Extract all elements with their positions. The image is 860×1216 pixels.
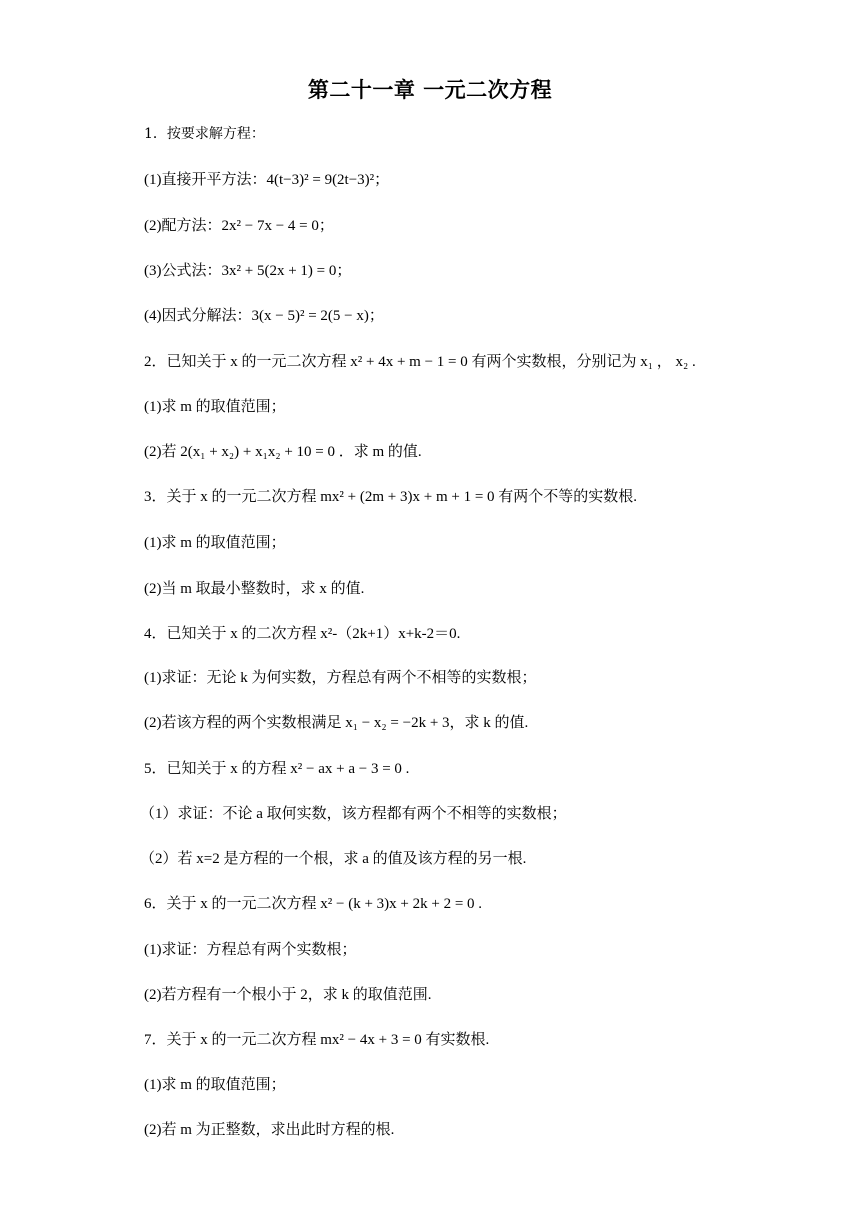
problem-6-part-1: (1)求证：方程总有两个实数根；	[144, 942, 357, 958]
problem-1-part-3: (3)公式法：3x² + 5(2x + 1) = 0；	[144, 263, 352, 279]
problem-1-part-2: (2)配方法：2x² − 7x − 4 = 0；	[144, 218, 334, 234]
problem-3-stem: 3．关于 x 的一元二次方程 mx² + (2m + 3)x + m + 1 = 0 有两个不等的实数根.	[144, 489, 638, 505]
problem-6-part-2: (2)若方程有一个根小于 2，求 k 的取值范围.	[144, 987, 432, 1003]
problem-4-part-2: (2)若该方程的两个实数根满足 x₁ − x₂ = −2k + 3，求 k 的值.	[144, 715, 529, 731]
problem-2-part-1: (1)求 m 的取值范围；	[144, 399, 286, 415]
page-title: 第二十一章 一元二次方程	[307, 77, 553, 102]
problem-4-stem: 4．已知关于 x 的二次方程 x²-（2k+1）x+k-2＝0.	[144, 626, 461, 642]
problem-4-part-1: (1)求证：无论 k 为何实数，方程总有两个不相等的实数根；	[144, 670, 537, 686]
problem-5-part-2: （2）若 x=2 是方程的一个根，求 a 的值及该方程的另一根.	[140, 851, 527, 867]
problem-5-part-1: （1）求证：不论 a 取何实数，该方程都有两个不相等的实数根；	[140, 806, 567, 822]
problem-3-part-2: (2)当 m 取最小整数时，求 x 的值.	[144, 581, 365, 597]
problem-2-part-2: (2)若 2(x₁ + x₂) + x₁x₂ + 10 = 0 ．求 m 的值.	[144, 444, 422, 460]
problem-1-part-4: (4)因式分解法：3(x − 5)² = 2(5 − x)；	[144, 308, 384, 324]
problem-3-part-1: (1)求 m 的取值范围；	[144, 535, 286, 551]
problem-1-part-1: (1)直接开平方法：4(t−3)² = 9(2t−3)²；	[144, 172, 390, 188]
problem-7-stem: 7．关于 x 的一元二次方程 mx² − 4x + 3 = 0 有实数根.	[144, 1032, 490, 1048]
problem-7-part-2: (2)若 m 为正整数，求出此时方程的根.	[144, 1122, 395, 1138]
problem-1-stem: 1．按要求解方程：	[144, 126, 265, 142]
problem-7-part-1: (1)求 m 的取值范围；	[144, 1077, 286, 1093]
problem-5-stem: 5．已知关于 x 的方程 x² − ax + a − 3 = 0 .	[144, 761, 410, 777]
problem-6-stem: 6．关于 x 的一元二次方程 x² − (k + 3)x + 2k + 2 = 0 .	[144, 896, 483, 912]
problem-2-stem: 2．已知关于 x 的一元二次方程 x² + 4x + m − 1 = 0 有两个实数根，分别记为 x₁ ， x₂ .	[144, 354, 696, 370]
